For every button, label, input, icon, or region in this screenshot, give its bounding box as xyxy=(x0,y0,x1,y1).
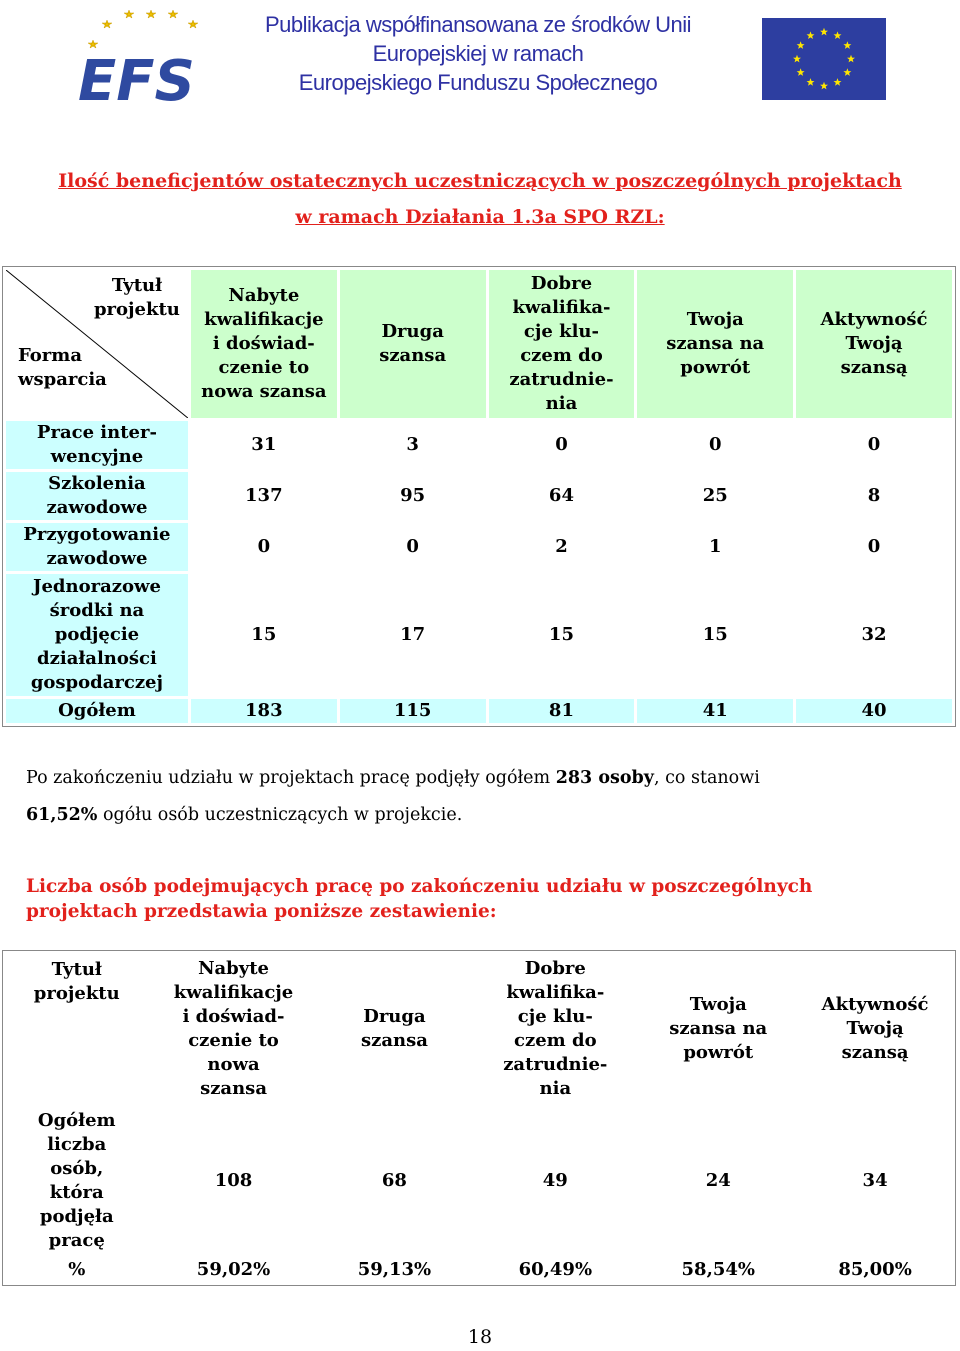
cell-value: 49 xyxy=(472,1107,638,1255)
header-dobre-kwalifikacje: Dobre kwalifika- cje klu- czem do zatrudnie- nia xyxy=(489,270,635,418)
row-label: Prace inter- wencyjne xyxy=(6,421,188,469)
percent-row xyxy=(6,1258,952,1282)
total-value: 115 xyxy=(340,699,486,723)
cell-value: 0 xyxy=(796,523,952,571)
total-value: 40 xyxy=(796,699,952,723)
header-aktywnosc: Aktywność Twoją szansą xyxy=(796,270,952,418)
header-twoja-szansa: Twoja szansa na powrót xyxy=(637,270,793,418)
percent-value: 59,13% xyxy=(320,1258,470,1282)
corner-top-label: Tytuł projektu xyxy=(93,275,180,320)
publication-line-1: Publikacja współfinansowana ze środków Unii xyxy=(264,12,692,37)
header-twoja-szansa: Twoja szansa na powrót xyxy=(641,954,795,1104)
header-nabyte-kwalifikacje: Nabyte kwalifikacje i doświad- czenie to nowa szansa xyxy=(150,954,316,1104)
cell-value: 15 xyxy=(489,574,635,696)
cell-value: 3 xyxy=(340,421,486,469)
table-row xyxy=(6,1107,952,1255)
eu-flag xyxy=(762,18,886,100)
cell-value: 0 xyxy=(796,421,952,469)
percent-label: % xyxy=(6,1258,147,1282)
employment-table xyxy=(2,950,956,1286)
cell-value: 95 xyxy=(340,472,486,520)
row-label: Przygotowanie zawodowe xyxy=(6,523,188,571)
cell-value: 25 xyxy=(637,472,793,520)
row-label: Ogółem liczba osób, która podjęła pracę xyxy=(6,1107,147,1255)
cell-value: 1 xyxy=(637,523,793,571)
page-number: 18 xyxy=(467,1326,493,1348)
corner-header: Tytuł projektu xyxy=(6,954,147,1104)
table-row xyxy=(6,472,952,520)
cell-value: 108 xyxy=(150,1107,316,1255)
percent-value: 60,49% xyxy=(472,1258,638,1282)
summary-paragraph: Po zakończeniu udziału w projektach pracę podjęły ogółem 283 osoby, co stanowi 61,52% ogółu osób uczestniczących w projekcie. xyxy=(26,768,760,825)
cell-value: 0 xyxy=(637,421,793,469)
total-row xyxy=(6,699,952,723)
beneficiaries-table xyxy=(2,266,956,727)
publication-notice xyxy=(262,10,694,97)
publication-line-2: Europejskiej w ramach xyxy=(372,41,584,66)
header-aktywnosc: Aktywność Twoją szansą xyxy=(798,954,952,1104)
total-value: 183 xyxy=(191,699,337,723)
percent-value: 85,00% xyxy=(798,1258,952,1282)
cell-value: 15 xyxy=(637,574,793,696)
cell-value: 0 xyxy=(191,523,337,571)
row-label: Jednorazowe środki na podjęcie działalności gospodarczej xyxy=(6,574,188,696)
section-title-line-2: w ramach Działania 1.3a SPO RZL: xyxy=(295,206,665,228)
cell-value: 137 xyxy=(191,472,337,520)
total-value: 81 xyxy=(489,699,635,723)
header-nabyte-kwalifikacje: Nabyte kwalifikacje i doświad- czenie to nowa szansa xyxy=(191,270,337,418)
total-percentage: 61,52% xyxy=(26,805,98,825)
header-druga-szansa: Druga szansa xyxy=(320,954,470,1104)
cell-value: 15 xyxy=(191,574,337,696)
cell-value: 0 xyxy=(489,421,635,469)
cell-value: 34 xyxy=(798,1107,952,1255)
table-corner-header xyxy=(6,270,188,418)
section-title-line-1: Ilość beneficjentów ostatecznych uczestniczących w poszczególnych projektach xyxy=(58,170,902,192)
table-row xyxy=(6,574,952,696)
cell-value: 31 xyxy=(191,421,337,469)
percent-value: 58,54% xyxy=(641,1258,795,1282)
total-label: Ogółem xyxy=(6,699,188,723)
cell-value: 17 xyxy=(340,574,486,696)
cell-value: 8 xyxy=(796,472,952,520)
cell-value: 2 xyxy=(489,523,635,571)
table-row xyxy=(6,523,952,571)
total-value: 41 xyxy=(637,699,793,723)
cell-value: 32 xyxy=(796,574,952,696)
cell-value: 64 xyxy=(489,472,635,520)
svg-text:EFS: EFS xyxy=(78,49,195,108)
table-row xyxy=(6,421,952,469)
section-2-heading: Liczba osób podejmujących pracę po zakończeniu udziału w poszczególnych projektach przedstawia poniższe zestawienie: xyxy=(26,876,813,922)
header-dobre-kwalifikacje: Dobre kwalifika- cje klu- czem do zatrudnie- nia xyxy=(472,954,638,1104)
cell-value: 24 xyxy=(641,1107,795,1255)
corner-bottom-label: Forma wsparcia xyxy=(18,345,107,390)
efs-logo xyxy=(74,8,224,108)
cell-value: 0 xyxy=(340,523,486,571)
total-persons: 283 osoby xyxy=(555,768,654,788)
publication-line-3: Europejskiego Funduszu Społecznego xyxy=(298,70,658,95)
header-druga-szansa: Druga szansa xyxy=(340,270,486,418)
cell-value: 68 xyxy=(320,1107,470,1255)
row-label: Szkolenia zawodowe xyxy=(6,472,188,520)
percent-value: 59,02% xyxy=(150,1258,316,1282)
